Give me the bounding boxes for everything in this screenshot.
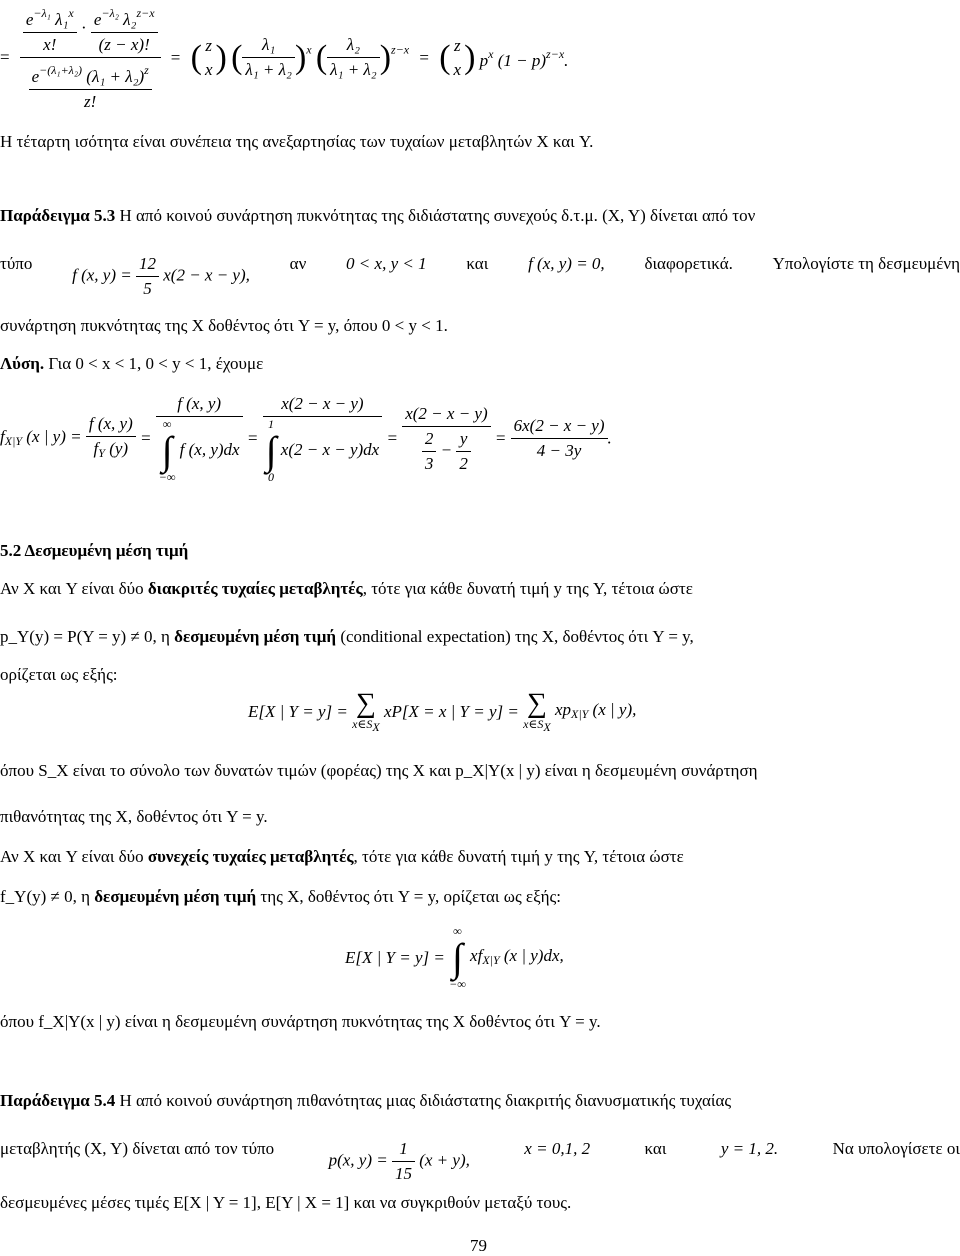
continuous-expectation-formula: E[X | Y = y] = ∞ ∫ −∞ $xf_{X|Y}$ (x | y)dx, [345, 924, 564, 991]
solution-line: Λύση. Για 0 < x < 1, 0 < y < 1, έχουμε [0, 354, 264, 373]
example-5-3-formula-line: τύπο f (x, y) = $\frac{12}{5}$ x(2 − x − y), αν 0 < x, y < 1 και f (x, y) = 0, διαφορετικά. Υπολογίστε τη δεσμευμένη [0, 254, 960, 298]
continuous-intro: Αν X και Y είναι δύο συνεχείς τυχαίες μεταβλητές, τότε για κάθε δυνατή τιμή y της Y, τέτοια ώστε [0, 847, 684, 866]
page-number: 79 [470, 1236, 487, 1255]
example-5-4-intro: Παράδειγμα 5.4 Η από κοινού συνάρτηση πιθανότητας μιας διδιάστατης διακριτής διανυσματικής τυχαίας [0, 1091, 732, 1110]
where-sx: όπου S_X είναι το σύνολο των δυνατών τιμών (φορέας) της X και p_X|Y(x | y) είναι η δεσμευμένη συνάρτηση [0, 761, 758, 780]
continuous-condition: f_Y(y) ≠ 0, η δεσμευμένη μέση τιμή της X, δοθέντος ότι Y = y, ορίζεται ως εξής: [0, 887, 561, 906]
conditional-density-equation: $f_{X|Y}$ (x | y) = $\frac{f (x, y)}{f_Y (y)}$ = f (x, y) ∞ ∫ −∞ f (x, y)dx = x(2 − x − y) 1 ∫ 0 x(2 − x − y)dx = x(2 − x − y) $\frac{2}{3}$ − $\frac{y}{2}$ = $\frac{6x(2 - x - y)}{4 - 3y}$ . [0, 394, 612, 484]
where-sx-2: πιθανότητας της X, δοθέντος ότι Y = y. [0, 807, 268, 826]
solution-label: Λύση. [0, 354, 45, 373]
example-5-4-label: Παράδειγμα 5.4 [0, 1091, 116, 1110]
discrete-condition: p_Y(y) = P(Y = y) ≠ 0, η δεσμευμένη μέση τιμή (conditional expectation) της X, δοθέντος ότι Y = y, [0, 627, 694, 646]
independence-note: Η τέταρτη ισότητα είναι συνέπεια της ανεξαρτησίας των τυχαίων μεταβλητών X και Y. [0, 132, 594, 151]
example-5-3-line3: συνάρτηση πυκνότητας της X δοθέντος ότι Y = y, όπου 0 < y < 1. [0, 316, 448, 335]
discrete-intro: Αν X και Y είναι δύο διακριτές τυχαίες μεταβλητές, τότε για κάθε δυνατή τιμή y της Y, τέτοια ώστε [0, 579, 693, 598]
top-equation: = $\frac{e^{-\lambda_1} \lambda_1^x}{x!}$ · $\frac{e^{-\lambda_2} \lambda_2^{z-x}}{(z - x)!}$ $\frac{e^{-(\lambda_1+\lambda_2)} (\lambda_1 + \lambda_2)^z}{z!}$ = ( z x ) ( $\frac{\text{λ₁}}{\text{λ₁ + λ₂}}$ )$^x$ ( $\frac{\text{λ₂}}{\text{λ₁ + λ₂}}$ )$^{z-x}$ = ( z x ) $p^x$ $(1 - p)^{z-x}$. [0, 2, 568, 113]
example-5-3-label: Παράδειγμα 5.3 [0, 206, 116, 225]
section-title: 5.2 Δεσμευμένη μέση τιμή [0, 541, 189, 560]
example-5-3-intro: Παράδειγμα 5.3 Η από κοινού συνάρτηση πυκνότητας της διδιάστατης συνεχούς δ.τ.μ. (X, Y) δίνεται από τον [0, 206, 756, 225]
where-f: όπου f_X|Y(x | y) είναι η δεσμευμένη συνάρτηση πυκνότητας της X δοθέντος ότι Y = y. [0, 1012, 601, 1031]
discrete-expectation-formula: E[X | Y = y] = ∑ x∈SX xP[X = x | Y = y] = ∑ x∈SX $xp_{X|Y}$ (x | y), [248, 688, 637, 734]
example-5-4-formula-line: μεταβλητής (X, Y) δίνεται από τον τύπο p(x, y) = $\frac{1}{15}$ (x + y), x = 0,1, 2 και y = 1, 2. Να υπολογίσετε οι [0, 1139, 960, 1183]
example-5-4-line3: δεσμευμένες μέσες τιμές E[X | Y = 1], E[Y | X = 1] και να συγκριθούν μεταξύ τους. [0, 1193, 572, 1212]
defined-as: ορίζεται ως εξής: [0, 665, 118, 684]
